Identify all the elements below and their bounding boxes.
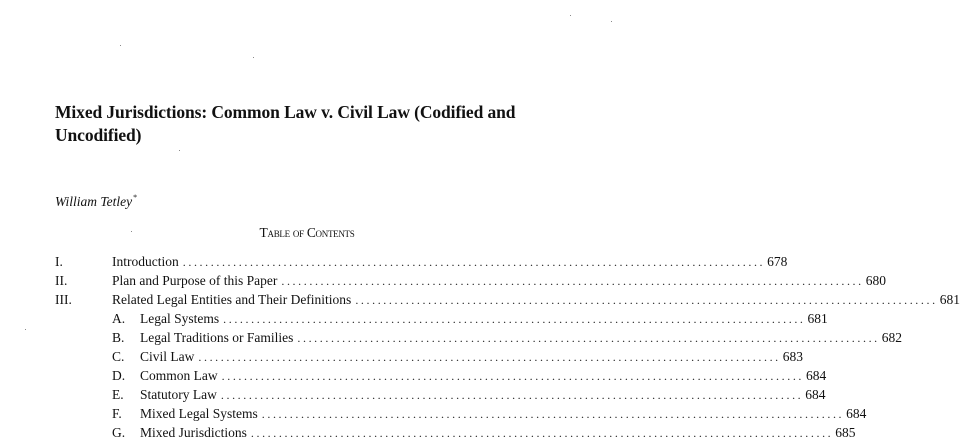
toc-dot-leader: ........................................................................................................ bbox=[250, 426, 834, 440]
toc-entry-page: 681 bbox=[939, 292, 960, 307]
toc-entry-label: Related Legal Entities and Their Definitions bbox=[112, 290, 355, 309]
toc-row bbox=[0, 423, 856, 442]
toc-dot-leader: ........................................................................................................ bbox=[297, 331, 880, 345]
toc-entry-plan-and-purpose[interactable] bbox=[112, 271, 887, 291]
author-footnote-mark: * bbox=[133, 193, 138, 202]
toc-entry-page: 681 bbox=[807, 311, 828, 326]
toc-entry-letter: A. bbox=[112, 311, 126, 326]
scan-speck bbox=[570, 15, 571, 16]
toc-entry-label: Statutory Law bbox=[140, 385, 221, 404]
toc-entry-related-legal-entities[interactable] bbox=[112, 290, 960, 310]
toc-entry-page: 680 bbox=[865, 273, 887, 288]
author-name: William Tetley bbox=[55, 194, 133, 209]
toc-entry-mixed-legal-systems[interactable] bbox=[140, 404, 867, 424]
toc-entry-page: 684 bbox=[846, 406, 867, 421]
toc-entry-page: 683 bbox=[782, 349, 804, 364]
toc-dot-leader: ........................................................................................................ bbox=[221, 369, 805, 383]
toc-dot-leader: ........................................................................................................ bbox=[223, 312, 806, 326]
toc-row bbox=[0, 366, 827, 385]
scan-speck bbox=[120, 45, 121, 46]
toc-heading: Table of Contents bbox=[259, 225, 355, 240]
toc-entry-number: III. bbox=[55, 292, 72, 307]
toc-entry-label: Common Law bbox=[140, 366, 222, 385]
toc-entry-letter: C. bbox=[112, 349, 125, 364]
toc-entry-label: Mixed Jurisdictions bbox=[140, 423, 251, 442]
scan-speck bbox=[179, 150, 180, 151]
toc-row bbox=[0, 347, 804, 366]
toc-entry-label: Plan and Purpose of this Paper bbox=[112, 271, 281, 290]
toc-entry-label: Introduction bbox=[112, 252, 183, 271]
toc-entry-label: Civil Law bbox=[140, 347, 198, 366]
toc-entry-common-law[interactable] bbox=[140, 366, 827, 386]
toc-dot-leader: ........................................................................................................ bbox=[355, 293, 938, 307]
article-title-line-2: Uncodified) bbox=[55, 125, 142, 145]
toc-entry-letter: B. bbox=[112, 330, 125, 345]
toc-entry-letter: D. bbox=[112, 368, 126, 383]
toc-row bbox=[0, 328, 903, 347]
toc-entry-page: 682 bbox=[881, 330, 903, 345]
toc-dot-leader: ........................................................................................................ bbox=[261, 407, 845, 421]
toc-entry-label: Legal Traditions or Families bbox=[140, 328, 297, 347]
toc-entry-legal-systems[interactable] bbox=[140, 309, 828, 329]
toc-row bbox=[0, 309, 828, 328]
toc-entry-page: 684 bbox=[806, 368, 827, 383]
toc-row bbox=[0, 252, 788, 271]
toc-entry-civil-law[interactable] bbox=[140, 347, 804, 367]
toc-entry-statutory-law[interactable] bbox=[140, 385, 826, 405]
toc-entry-number: I. bbox=[55, 254, 63, 269]
toc-entry-letter: G. bbox=[112, 425, 126, 440]
scan-speck bbox=[611, 21, 612, 22]
toc-entry-page: 685 bbox=[835, 425, 856, 440]
article-title bbox=[55, 101, 595, 147]
toc-entry-legal-traditions[interactable] bbox=[140, 328, 903, 348]
toc-dot-leader: ........................................................................................................ bbox=[281, 274, 864, 288]
toc-row bbox=[0, 290, 960, 309]
toc-entry-page: 684 bbox=[805, 387, 826, 402]
article-title-line-1: Mixed Jurisdictions: Common Law v. Civil Law (Codified and bbox=[55, 102, 516, 122]
toc-dot-leader: ........................................................................................................ bbox=[182, 255, 766, 269]
toc-row bbox=[0, 385, 826, 404]
toc-entry-letter: E. bbox=[112, 387, 124, 402]
toc-row bbox=[0, 404, 867, 423]
toc-dot-leader: ........................................................................................................ bbox=[220, 388, 804, 402]
toc-entry-letter: F. bbox=[112, 406, 122, 421]
toc-entry-page: 678 bbox=[767, 254, 788, 269]
toc-entry-label: Mixed Legal Systems bbox=[140, 404, 262, 423]
toc-row bbox=[0, 271, 887, 290]
toc-entry-number: II. bbox=[55, 273, 68, 288]
toc-dot-leader: ........................................................................................................ bbox=[198, 350, 781, 364]
scan-speck bbox=[253, 57, 254, 58]
toc-entry-label: Legal Systems bbox=[140, 309, 223, 328]
author-byline bbox=[55, 189, 137, 211]
toc-entry-introduction[interactable] bbox=[112, 252, 788, 272]
toc-entry-mixed-jurisdictions[interactable] bbox=[140, 423, 856, 443]
